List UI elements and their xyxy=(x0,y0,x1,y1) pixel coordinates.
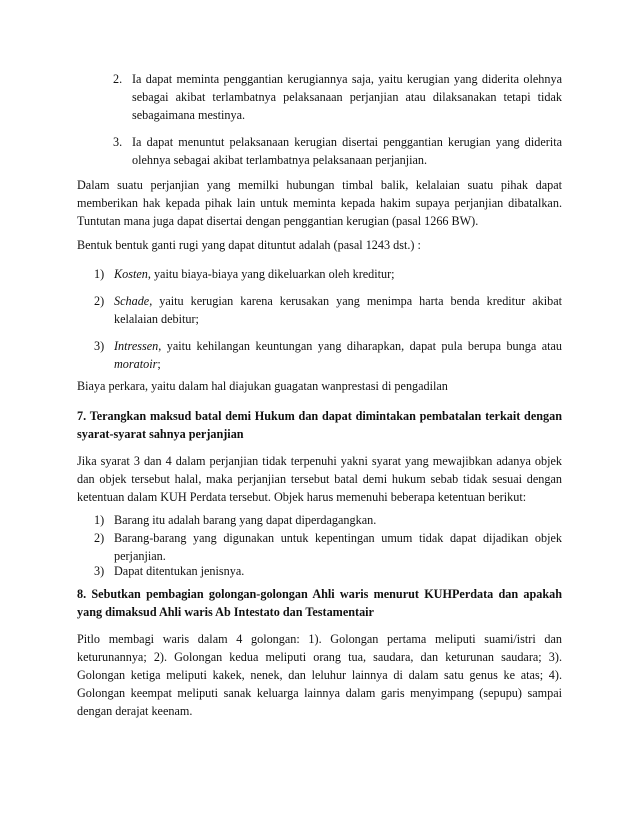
list-item-schade xyxy=(94,292,562,328)
list-item xyxy=(94,529,562,565)
list-item xyxy=(113,133,562,169)
list-text: Ia dapat menuntut pelaksanaan kerugian disertai penggantian kerugian yang diderita olehnya sebagai akibat terlambatnya pelaksanaan perjanjian. xyxy=(132,135,562,167)
list-item xyxy=(94,511,562,529)
term-intressen: Intressen xyxy=(114,339,159,353)
paragraph-biaya-perkara: Biaya perkara, yaitu dalam hal diajukan guagatan wanprestasi di pengadilan xyxy=(77,379,448,393)
term-desc: , yaitu biaya-biaya yang dikeluarkan oleh kreditur; xyxy=(147,267,395,281)
list-text: Barang itu adalah barang yang dapat diperdagangkan. xyxy=(114,513,377,527)
list-text xyxy=(114,337,562,373)
term-end: ; xyxy=(157,357,161,371)
list-item xyxy=(94,562,562,580)
list-number: 2) xyxy=(94,294,105,308)
list-number: 3) xyxy=(94,339,105,353)
paragraph-answer-7: Jika syarat 3 dan 4 dalam perjanjian tidak terpenuhi yakni syarat yang mewajibkan adanya objek dan objek tersebut halal, maka perjanjian tersebut batal demi hukum sebab tidak sesuai dengan ketentuan dalam KUH Perdata tersebut. Objek harus memenuhi beberapa ketentuan berikut: xyxy=(77,454,562,504)
term-desc: , yaitu kerugian karena kerusakan yang menimpa harta benda kreditur akibat kelalaian debitur; xyxy=(114,294,562,326)
paragraph-timbal-balik: Dalam suatu perjanjian yang memilki hubungan timbal balik, kelalaian suatu pihak dapat memberikan hak kepada pihak lain untuk meminta kepada hakim supaya perjanjian dibatalkan. Tuntutan mana juga dapat disertai dengan penggantian kerugian (pasal 1266 BW). xyxy=(77,178,562,228)
list-text: Barang-barang yang digunakan untuk kepentingan umum tidak dapat dijadikan objek perjanjian. xyxy=(114,531,562,563)
heading-question-7: 7. Terangkan maksud batal demi Hukum dan dapat dimintakan pembatalan terkait dengan syarat-syarat sahnya perjanjian xyxy=(77,409,562,441)
paragraph-answer-8: Pitlo membagi waris dalam 4 golongan: 1). Golongan pertama meliputi suami/istri dan keturunannya; 2). Golongan kedua meliputi orang tua, saudara, dan keturunan saudara; 3). Golongan ketiga meliputi kakek, nenek, dan leluhur lainnya di dalam satu genus ke atas; 4). Golongan keempat meliputi sanak keluarga lainnya dalam garis menyimpang (sepupu) sampai dengan derajat keenam. xyxy=(77,632,562,718)
list-text xyxy=(114,265,562,283)
term-kosten: Kosten xyxy=(114,267,148,281)
list-number: 3. xyxy=(113,135,123,149)
list-text xyxy=(114,292,562,328)
paragraph-bentuk-ganti-rugi: Bentuk bentuk ganti rugi yang dapat dituntut adalah (pasal 1243 dst.) : xyxy=(77,238,421,252)
list-item-kosten xyxy=(94,265,562,283)
list-item xyxy=(113,70,562,124)
term-moratoir: moratoir xyxy=(114,357,158,371)
list-number: 2. xyxy=(113,72,123,86)
term-schade: Schade xyxy=(114,294,150,308)
list-text: Ia dapat meminta penggantian kerugiannya saja, yaitu kerugian yang diderita olehnya sebagai akibat terlambatnya pelaksanaan perjanjian atau dilaksanakan tetapi tidak sebagaimana mestinya. xyxy=(132,72,562,122)
list-text: Dapat ditentukan jenisnya. xyxy=(114,564,245,578)
term-desc: , yaitu kehilangan keuntungan yang diharapkan, dapat pula berupa bunga atau xyxy=(158,339,562,353)
heading-question-8: 8. Sebutkan pembagian golongan-golongan Ahli waris menurut KUHPerdata dan apakah yang dimaksud Ahli waris Ab Intestato dan Testamentair xyxy=(77,587,562,619)
list-number: 1) xyxy=(94,267,105,281)
list-number: 3) xyxy=(94,564,105,578)
list-number: 2) xyxy=(94,531,105,545)
list-number: 1) xyxy=(94,513,105,527)
list-item-intressen xyxy=(94,337,562,373)
